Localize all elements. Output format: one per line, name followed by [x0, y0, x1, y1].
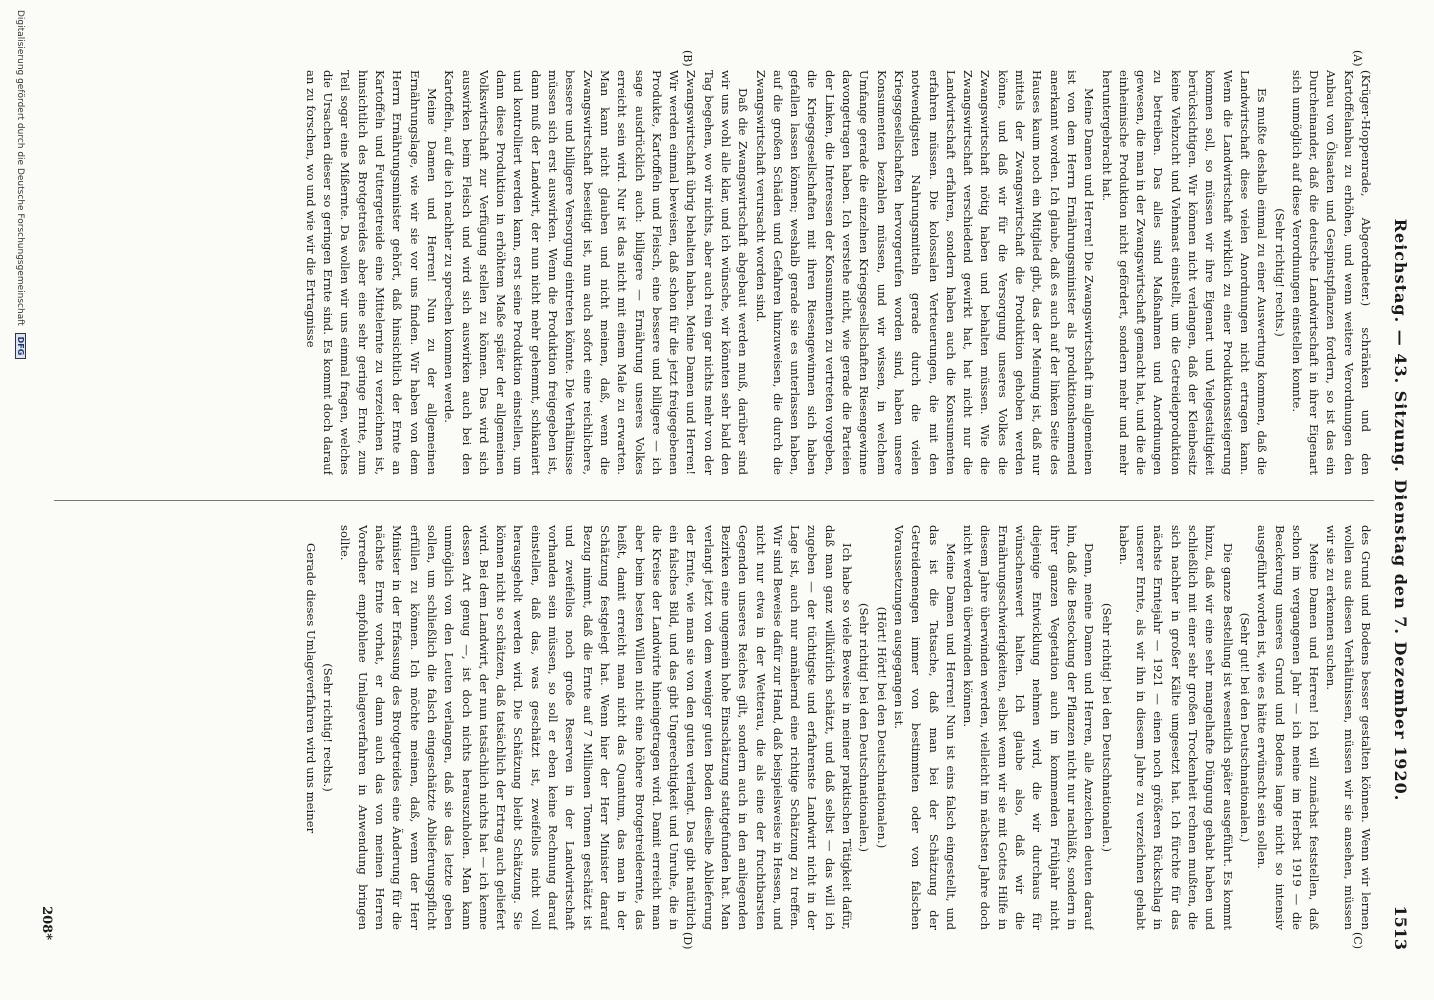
paragraph: Die ganze Bestellung ist wesentlich später ausgeführt. Es kommt hinzu, daß wir eine sehr mangelhafte Düngung gehabt haben und schließlich mit einer sehr großen Trockenheit rechnen mußten, die sich nachher in großer Kälte umgesetzt hat. Ich fürchte für das nächste Erntejahr — 1921 — einen noch größeren Rückschlag in unserer Ernte, als wir ihn in diesem Jahre zu verzeichnen gehabt haben. — [1116, 525, 1235, 930]
margin-marker-c: (C) — [1351, 932, 1364, 949]
paragraph: Ich habe so viele Beweise in meiner praktischen Tätigkeit dafür, daß man ganz willkürlich schätzt, und daß selbst — das will ich zugeben — der tüchtigste und erfahrenste Landwirt nicht in der Lage ist, auch nur annähernd eine richtige Schätzung zu treffen. Wir sind Beweise dafür zur Hand, daß beispielsweise in Hessen, und nicht nur etwa in der Wetterau, die als eine der fruchtbarsten Gegenden unseres Reiches gilt, sondern auch in den anliegenden Bezirken eine ungemein hohe Einschätzung stattgefunden hat. Man verlangt jetzt von dem weniger guten Boden dieselbe Ablieferung der Ernte, wie man sie von den guten verlangt. Das gibt natürlich ein falsches Bild, und das gibt Ungerechtigkeit und Unruhe, die in die Kreise der Landwirte hineingetragen wird. Damit erreicht man aber beim besten Willen nicht eine höhere Brotgetreideernte, das heißt, damit erreicht man nicht das Quantum, das man in der Schätzung festgelegt hat. Wenn hier der Herr Minister darauf Bezug nimmt, daß die Ernte auf 7 Millionen Tonnen geschätzt ist und zweifellos noch große Reserven in der Landwirtschaft vorhanden sein müssen, so soll er eben keine Rechnung darauf einstellen, daß das, was geschätzt ist, zweifellos nicht voll herausgeholt werden wird. Die Schätzung bleibt Schätzung. Sie können nicht so schätzen, daß tatsächlich der Ertrag auch geliefert wird. Bei dem Landwirt, der nun tatsächlich nichts hat — ich kenne dessen Art genug —, ist doch nichts herauszuholen. Man kann unmöglich von den Leuten verlangen, daß sie das letzte geben sollen, um schließlich die falsch eingeschätzte Ablieferungspflicht erfüllen zu können. Ich möchte meinen, daß, wenn der Herr Minister in der Erfassung des Brotgetreides eine Änderung für die nächste Ernte vorhat, er dann auch das von meinen Herren Vorredner empfohlene Umlageverfahren in Anwendung bringen sollte. — [338, 525, 855, 930]
paragraph: des Grund und Bodens besser gestalten können. Wenn wir lernen wollen aus diesen Verhältnissen, müssen wir sie ansehen, müssen wir sie zu erkennen suchen. — [1324, 525, 1373, 930]
column-divider — [54, 500, 1374, 501]
margin-marker-b: (B) — [681, 50, 694, 67]
page-number: 1513 — [1391, 905, 1410, 950]
page-header — [1386, 70, 1416, 950]
interjection: (Sehr gut! bei den Deutschnationalen.) — [1237, 612, 1252, 843]
margin-marker-a: (A) — [1351, 50, 1364, 67]
paragraph: Meine Damen und Herren! Nun ist eins falsch eingestellt, und das ist die Tatsache, daß man bei der Schätzung der Getreidemengen immer von bestimmten oder von falschen Voraussetzungen ausgegangen ist. — [891, 525, 958, 930]
interjection: (Sehr richtig! bei den Deutschnationalen.) — [857, 602, 872, 853]
digitization-credit — [9, 10, 29, 990]
paragraph: Es mußte deshalb einmal zu einer Auswertung kommen, daß die Landwirtschaft diese vielen Anordnungen nicht ertragen kann. Wenn die Landwirtschaft wirklich zu einer Produktionssteigerung kommen soll, so müssen wir ihre Eigenart und Vielgestaltigkeit berücksichtigen. Wir können nicht verlangen, daß der Kleinbesitz keine Viehzucht und Viehmast einstellt, um die Getreideproduktion zu betreiben. Das alles sind Maßnahmen und Anordnungen gewesen, die man in der Zwangswirtschaft gemacht hat, und die die einheimische Produktion nicht gefördert, sondern mehr und mehr heruntergebracht hat. — [1099, 70, 1270, 475]
paragraph: Meine Damen und Herren! Nun zu der allgemeinen Ernährungslage, wie wir sie vor uns finden. Wir haben von dem Herrn Ernährungsminister gehört, daß hinsichtlich der Ernte an Kartoffeln und Futtergetreide eine Mittelernte zu verzeichnen ist, hinsichtlich des Brotgetreides aber eine sehr geringe Ernte, zum Teil sogar eine Mißernte. Da wollen wir uns einmal fragen, welches die Ursachen dieser so geringen Ernte sind. Es kommt doch darauf an zu forschen, wo und wie wir die Ertragnisse — [303, 70, 439, 475]
paragraph: (Krüger-Hoppenrade, Abgeordneter.) schränken und den Kartoffelanbau zu erhöhen, und wenn weitere Verordnungen den Anbau von Ölsaaten und Gespinstpflanzen fordern, so ist das ein Durcheinander, daß die deutsche Landwirtschaft in ihrer Eigenart sich unmöglich auf diese Verordnungen einstellen konnte. — [1289, 70, 1373, 475]
paragraph: Gerade dieses Umlageverfahren wird uns meiner — [303, 543, 318, 834]
text-column-right — [44, 525, 1374, 930]
text-column-left — [44, 70, 1374, 475]
interjection: (Hört! Hört! bei den Deutschnationalen.) — [874, 606, 889, 849]
credit-text: Digitalisierung gefördert durch die Deutsche Forschungsgemeinschaft — [15, 10, 25, 326]
paragraph: Daß die Zwangswirtschaft abgebaut werden muß, darüber sind wir uns wohl alle klar, und ich wünsche, wir könnten sehr bald den Tag begehen, wo wir nichts, aber auch rein gar nichts mehr von der Zwangswirtschaft übrig behalten haben. Meine Damen und Herren! Wir werden einmal beweisen, daß schon für die jetzt freigegebenen Produkte, Kartoffeln und Fleisch, eine bessere und billigere — ich sage ausdrücklich auch: billigere — Ernährung unseres Volkes erreicht sein wird. Nur ist das nicht mit einem Male zu erwarten. Man kann nicht glauben und nicht meinen, daß, wenn die Zwangswirtschaft beseitigt ist, nun auch sofort eine reichlichere, bessere und billigere Versorgung eintreten könnte. Die Verhältnisse müssen sich erst auswirken. Wenn die Produktion freigegeben ist, dann muß der Landwirt, der nun nicht mehr gehemmt, schikaniert und kontrolliert werden kann, erst seine Produktion einstellen, um dann diese Produktion in erhöhtem Maße später der allgemeinen Volkswirtschaft zur Verfügung stellen zu können. Das wird sich auswirken beim Fleisch und wird sich auswirken auch bei den Kartoffeln, auf die ich nachher zu sprechen kommen werde. — [442, 70, 751, 475]
paragraph: Meine Damen und Herren! Die Zwangswirtschaft im allgemeinen ist von dem Herrn Ernährungsminister als produktionshemmend anerkannt worden. Ich glaube, daß es auch auf der linken Seite des Hauses kaum noch ein Mitglied gibt, das der Meinung ist, daß nur mittels der Zwangswirtschaft die Produktion gehoben werden könne, und daß wir für die Versorgung unseres Volkes die Zwangswirtschaft nötig haben und behalten müssen. Wie die Zwangswirtschaft verschiedend gewirkt hat, hat nicht nur die Landwirtschaft erfahren, sondern haben auch die Konsumenten erfahren müssen. Die kolossalen Verteuerungen, die mit den notwendigsten Nahrungsmitteln gerade durch die vielen Kriegsgesellschaften hervorgerufen worden sind, haben unsere Konsumenten bezahlen müssen, und wir wissen, in welchem Umfange gerade die einzelnen Kriegsgesellschaften Riesengewinne davongetragen haben. Ich verstehe nicht, wie gerade die Parteien der Linken, die Interessen der Konsumenten zu vertreten vorgeben, die Kriegsgesellschaften mit ihren Riesengewinnen sich haben gefallen lassen können; weshalb gerade sie es unterlassen haben, auf die großen Schäden und Gefahren hinzuweisen, die durch die Zwangswirtschaft verursacht worden sind. — [753, 70, 1097, 475]
margin-marker-d: (D) — [681, 932, 694, 950]
dfg-logo: DFG — [15, 333, 26, 360]
paragraph: Denn, meine Damen und Herren, alle Anzeichen deuten darauf hin, daß die Bestockung der Pflanzen nicht nur nachläßt, sondern in ihrer ganzen Vegetation auch im kommenden Frühjahr nicht diejenige Entwicklung nehmen wird, die wir durchaus für wünschenswert halten. Ich glaube also, daß wir die Ernährungsschwierigkeiten, selbst wenn wir sie mit Gottes Hilfe in diesem Jahre überwinden werden, vielleicht im nächsten Jahre doch nicht werden überwinden können. — [961, 525, 1097, 930]
interjection: (Sehr richtig! bei den Deutschnationalen.) — [1099, 602, 1114, 853]
running-title: Reichstag. — 43. Sitzung. Dienstag den 7. Dezember 1920. — [1391, 218, 1410, 802]
interjection: (Sehr richtig! rechts.) — [321, 663, 336, 792]
paragraph: Meine Damen und Herren! Ich will zunächst feststellen, daß schon im vergangenen Jahr — ich meine im Herbst 1919 — die Beackerung unseres Grund und Bodens lange nicht so intensiv ausgeführt worden ist, wie es hätte erwünscht sein sollen. — [1255, 525, 1322, 930]
sheet-signature: 208* — [39, 906, 54, 940]
interjection: (Sehr richtig! rechts.) — [1272, 208, 1287, 337]
